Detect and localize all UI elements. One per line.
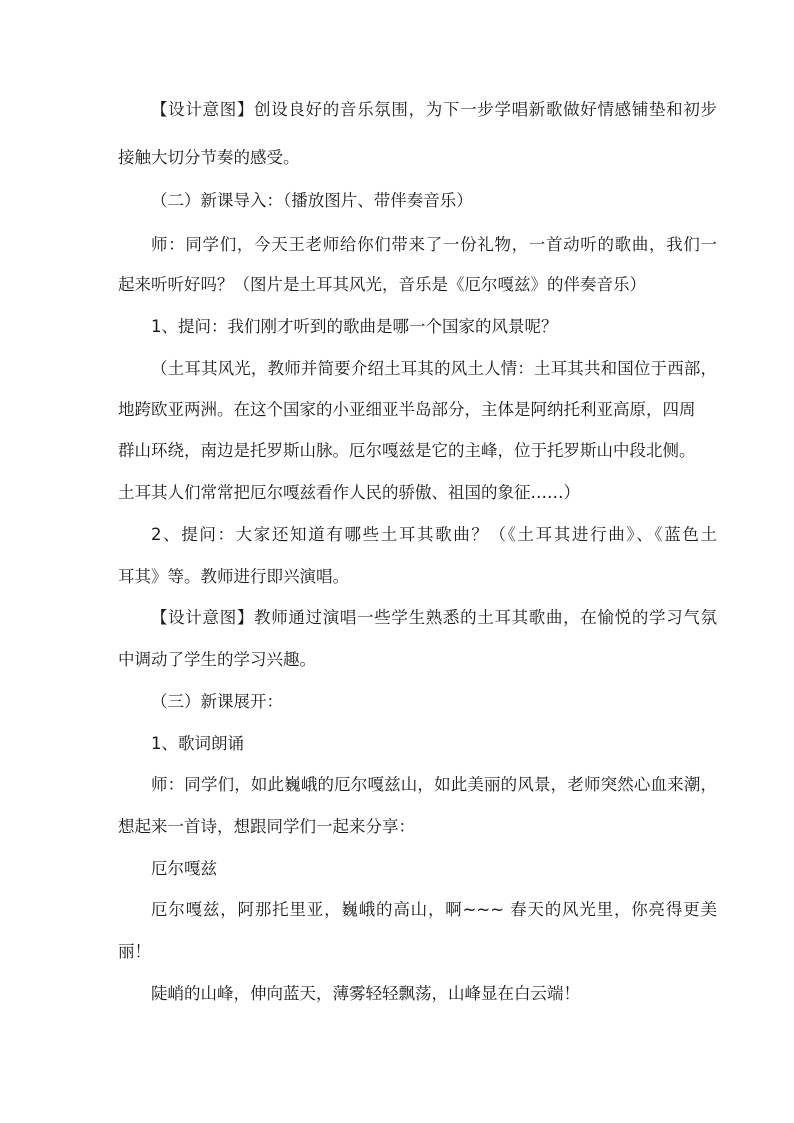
paragraph-line: 师：同学们，今天王老师给你们带来了一份礼物，一首动听的歌曲，我们一 — [151, 235, 717, 254]
poem-line: 陡峭的山峰，伸向蓝天，薄雾轻轻飘荡，山峰显在白云端！ — [151, 984, 580, 1003]
subsection-heading: 1、歌词朗诵 — [151, 734, 244, 753]
section-heading: （二）新课导入：（播放图片、带伴奏音乐） — [151, 191, 473, 210]
question-line: 1、提问：我们刚才听到的歌曲是哪一个国家的风景呢？ — [151, 317, 558, 336]
paragraph-line: 中调动了学生的学习兴趣。 — [118, 650, 316, 669]
paragraph-line: 耳其》等。教师进行即兴演唱。 — [118, 567, 349, 586]
paragraph-line: 土耳其人们常常把厄尔嘎兹看作人民的骄傲、祖国的象征……） — [118, 483, 580, 502]
paragraph-line: 【设计意图】创设良好的音乐氛围，为下一步学唱新歌做好情感铺垫和初步 — [151, 100, 717, 119]
paragraph-line: 想起来一首诗，想跟同学们一起来分享： — [118, 817, 415, 836]
paragraph-line: 地跨欧亚两洲。在这个国家的小亚细亚半岛部分，主体是阿纳托利亚高原，四周 — [118, 400, 696, 419]
poem-line: 厄尔嘎兹，阿那托里亚，巍峨的高山，啊~~~ 春天的风光里，你亮得更美 — [151, 900, 717, 919]
poem-line: 丽！ — [118, 942, 151, 961]
section-heading: （三）新课展开： — [151, 692, 283, 711]
paragraph-line: 接触大切分节奏的感受。 — [118, 148, 300, 167]
poem-title: 厄尔嘎兹 — [151, 859, 217, 878]
question-line: 2、提问：大家还知道有哪些土耳其歌曲？（《土耳其进行曲》、《蓝色土 — [151, 525, 717, 544]
paragraph-line: 起来听听好吗？（图片是土耳其风光，音乐是《厄尔嘎兹》的伴奏音乐） — [118, 275, 646, 294]
paragraph-line: 【设计意图】教师通过演唱一些学生熟悉的土耳其歌曲，在愉悦的学习气氛 — [151, 608, 717, 627]
paragraph-line: （土耳其风光，教师并简要介绍土耳其的风土人情：土耳其共和国位于西部， — [151, 359, 717, 378]
paragraph-line: 师：同学们，如此巍峨的厄尔嘎兹山，如此美丽的风景，老师突然心血来潮， — [151, 775, 717, 794]
paragraph-line: 群山环绕，南边是托罗斯山脉。厄尔嘎兹是它的主峰，位于托罗斯山中段北侧。 — [118, 441, 696, 460]
